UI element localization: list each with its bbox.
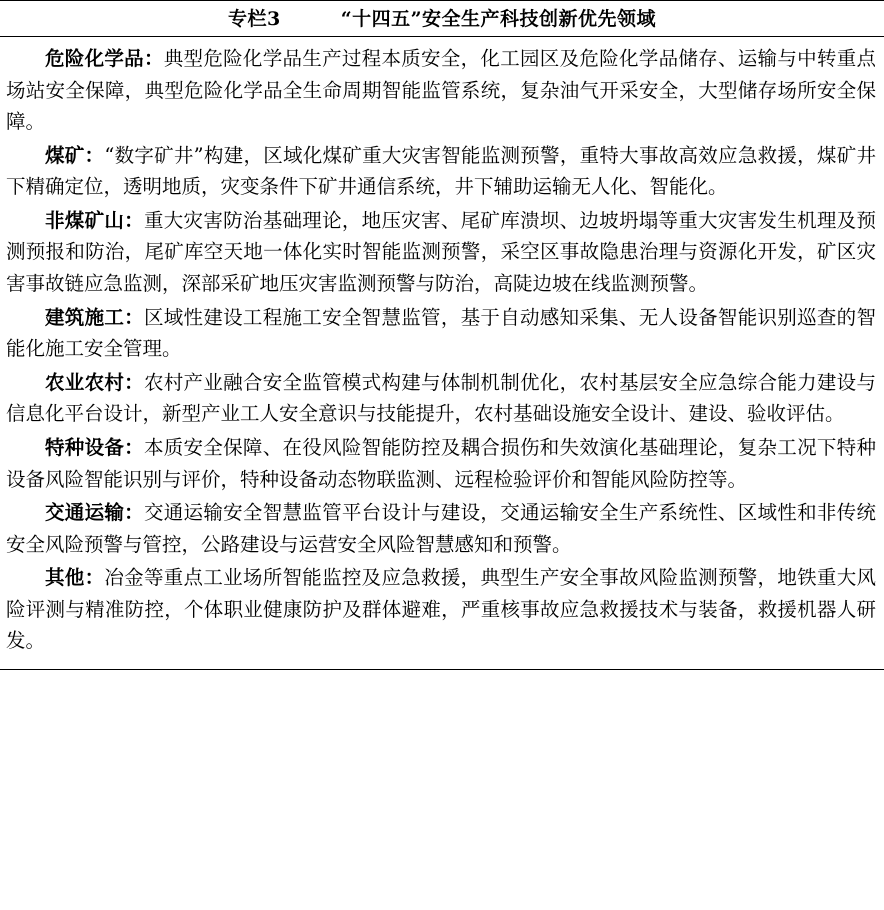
paragraph-non-coal-mine	[6, 205, 876, 300]
paragraph-coal-mine	[6, 140, 876, 203]
paragraph-text: 本质安全保障、在役风险智能防控及耦合损伤和失效演化基础理论，复杂工况下特种设备风险智能识别与评价，特种设备动态物联监测、远程检验评价和智能风险防控等。	[6, 435, 876, 491]
paragraph-text: 交通运输安全智慧监管平台设计与建设，交通运输安全生产系统性、区域性和非传统安全风险预警与管控，公路建设与运营安全风险智慧感知和预警。	[6, 501, 876, 556]
paragraph-text: 典型危险化学品生产过程本质安全，化工园区及危险化学品储存、运输与中转重点场站安全保障，典型危险化学品全生命周期智能监管系统，复杂油气开采安全，大型储存场所安全保障。	[6, 47, 876, 134]
box-body	[0, 37, 884, 669]
paragraph-other	[6, 562, 876, 657]
paragraph-text: 重大灾害防治基础理论，地压灾害、尾矿库溃坝、边坡坍塌等重大灾害发生机理及预测预报和防治，尾矿库空天地一体化实时智能监测预警，采空区事故隐患治理与资源化开发，矿区灾害事故链应急监测，深部采矿地压灾害监测预警与防治，高陡边坡在线监测预警。	[6, 208, 876, 296]
term-label: 特种设备：	[45, 435, 144, 459]
paragraph-text: “数字矿井”构建，区域化煤矿重大灾害智能监测预警，重特大事故高效应急救援，煤矿井下精确定位，透明地质，灾变条件下矿井通信系统，井下辅助运输无人化、智能化。	[6, 143, 876, 199]
paragraph-transportation	[6, 497, 876, 560]
box-header-title: “十四五”安全生产科技创新优先领域	[340, 8, 657, 30]
term-label: 交通运输：	[45, 501, 144, 525]
term-label: 危险化学品：	[45, 47, 164, 70]
box-header-label: 专栏3	[227, 8, 281, 30]
paragraph-construction	[6, 302, 876, 365]
term-label: 建筑施工：	[45, 305, 144, 329]
term-label: 非煤矿山：	[45, 208, 144, 232]
paragraph-agriculture-rural	[6, 367, 876, 430]
term-label: 其他：	[45, 566, 105, 590]
paragraph-special-equipment	[6, 432, 876, 495]
paragraph-text: 区域性建设工程施工安全智慧监管，基于自动感知采集、无人设备智能识别巡查的智能化施工安全管理。	[6, 305, 876, 361]
paragraph-hazardous-chemicals	[6, 43, 876, 138]
term-label: 农业农村：	[45, 370, 144, 394]
term-label: 煤矿：	[45, 143, 105, 167]
box-header	[0, 1, 884, 37]
paragraph-text: 农村产业融合安全监管模式构建与体制机制优化，农村基层安全应急综合能力建设与信息化平台设计，新型产业工人安全意识与技能提升，农村基础设施安全设计、建设、验收评估。	[6, 370, 876, 426]
paragraph-text: 冶金等重点工业场所智能监控及应急救援，典型生产安全事故风险监测预警，地铁重大风险评测与精准防控，个体职业健康防护及群体避难，严重核事故应急救援技术与装备，救援机器人研发。	[6, 566, 876, 653]
